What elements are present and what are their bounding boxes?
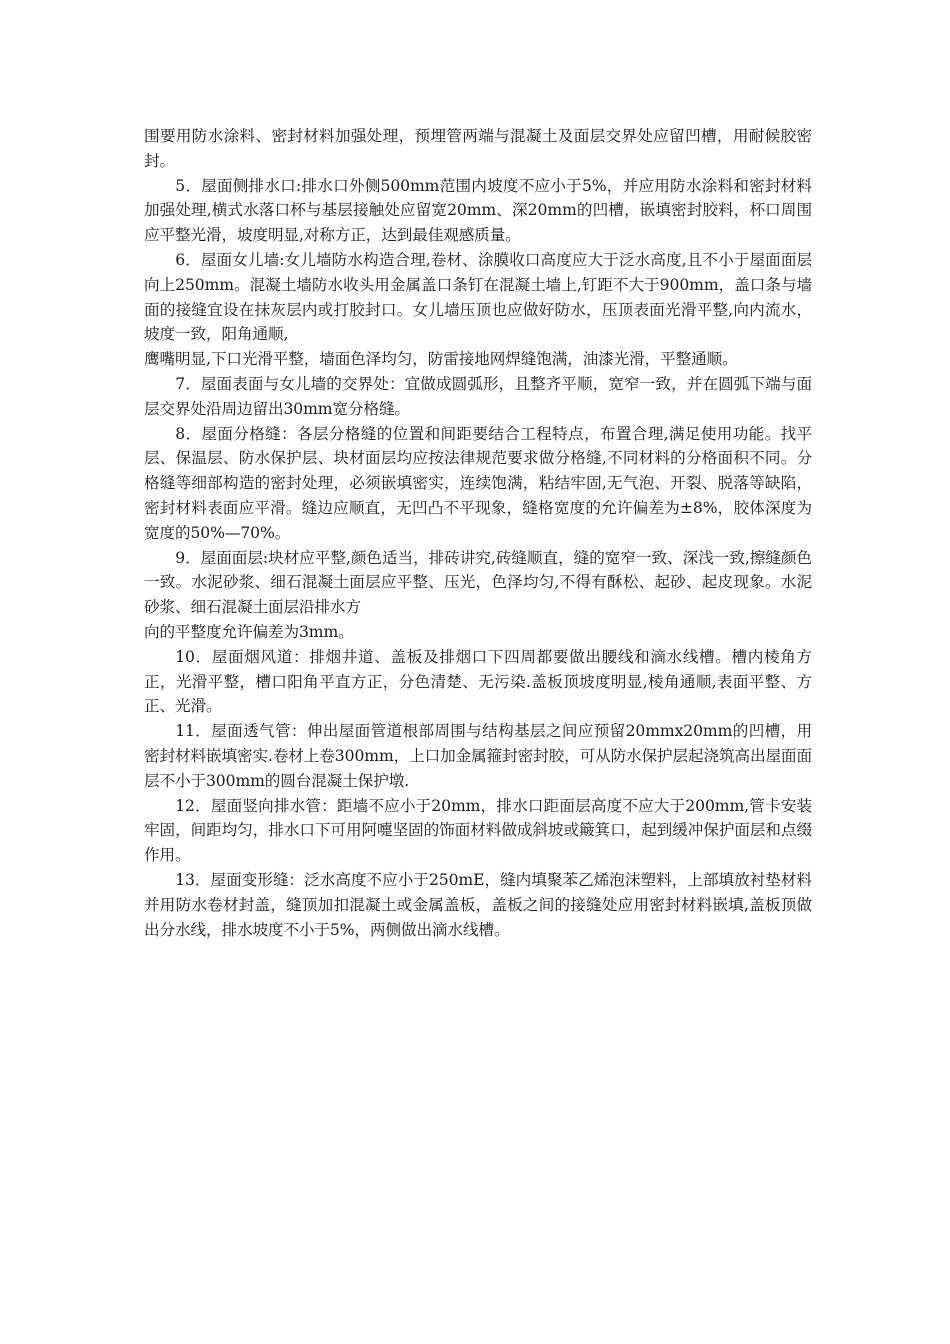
paragraph-5-roof-side-drain: 5．屋面侧排水口:排水口外侧500mm范围内坡度不应小于5%，并应用防水涂料和密封材料加强处理,横式水落口杯与基层接触处应留宽20mm、深20mm的凹槽，嵌填密封胶料，杯口周围应平整光滑，坡度明显,对称方正，达到最佳观感质量。 — [144, 176, 812, 245]
paragraph-7-parapet-junction: 7．屋面表面与女儿墙的交界处：宜做成圆弧形，且整齐平顺，宽窄一致，并在圆弧下端与面层交界处沿周边留出30mm宽分格缝。 — [144, 374, 812, 418]
paragraph-continuation: 围要用防水涂料、密封材料加强处理，预埋管两端与混凝土及面层交界处应留凹槽，用耐候胶密封。 — [144, 127, 812, 170]
paragraph-13-expansion-joint: 13．屋面变形缝：泛水高度不应小于250mE，缝内填聚苯乙烯泡沫塑料，上部填放衬垫材料并用防水卷材封盖，缝顶加扣混凝土或金属盖板，盖板之间的接缝处应用密封材料嵌填,盖板顶做出分水线，排水坡度不小于5%，两侧做出滴水线槽。 — [144, 870, 812, 939]
paragraph-10-flue-duct: 10．屋面烟风道：排烟井道、盖板及排烟口下四周都要做出腰线和滴水线槽。槽内棱角方正，光滑平整，槽口阳角平直方正，分色清楚、无污染.盖板顶坡度明显,棱角通顺,表面平整、方正、光滑。 — [144, 647, 812, 716]
paragraph-9-roof-surface: 9．屋面面层:块材应平整,颜色适当，排砖讲究,砖缝顺直，缝的宽窄一致、深浅一致,擦缝颜色一致。水泥砂浆、细石混凝土面层应平整、压光，色泽均匀,不得有酥松、起砂、起皮现象。水泥砂浆、细石混凝土面层沿排水方 — [144, 548, 812, 617]
paragraph-8-dividing-joints: 8．屋面分格缝：各层分格缝的位置和间距要结合工程特点，布置合理,满足使用功能。找平层、保温层、防水保护层、块材面层均应按法律规范要求做分格缝,不同材料的分格面积不同。分格缝等细部构造的密封处理，必须嵌填密实，连续饱满，粘结牢固,无气泡、开裂、脱落等缺陷，密封材料表面应平滑。缝边应顺直，无凹凸不平现象，缝格宽度的允许偏差为±8%，胶体深度为宽度的50%—70%。 — [144, 424, 812, 542]
paragraph-12-downpipe: 12．屋面竖向排水管：距墙不应小于20mm，排水口距面层高度不应大于200mm,管卡安装牢固，间距均匀，排水口下可用阿嚏坚固的饰面材料做成斜坡或簸箕口，起到缓冲保护面层和点缀作用。 — [144, 796, 812, 865]
paragraph-6-parapet-wall: 6．屋面女儿墙:女儿墙防水构造合理,卷材、涂膜收口高度应大于泛水高度,且不小于屋面面层向上250mm。混凝土墙防水收头用金属盖口条钉在混凝土墙上,钉距不大于900mm，盖口条与墙面的接缝宜设在抹灰层内或打胶封口。女儿墙压顶也应做好防水，压顶表面光滑平整,向内流水，坡度一致，阳角通顺, — [144, 250, 812, 344]
document-body — [144, 124, 812, 942]
paragraph-6-continuation: 鹰嘴明显,下口光滑平整，墙面色泽均匀，防雷接地网焊缝饱满，油漆光滑，平整通顺。 — [144, 350, 738, 369]
paragraph-11-vent-pipe: 11．屋面透气管：伸出屋面管道根部周围与结构基层之间应预留20mmx20mm的凹槽，用密封材料嵌填密实.卷材上卷300mm，上口加金属箍封密封胶，可从防水保护层起浇筑高出屋面面层不小于300mm的圆台混凝土保护墩. — [144, 722, 812, 790]
paragraph-9-continuation: 向的平整度允许偏差为3mm。 — [144, 622, 354, 641]
